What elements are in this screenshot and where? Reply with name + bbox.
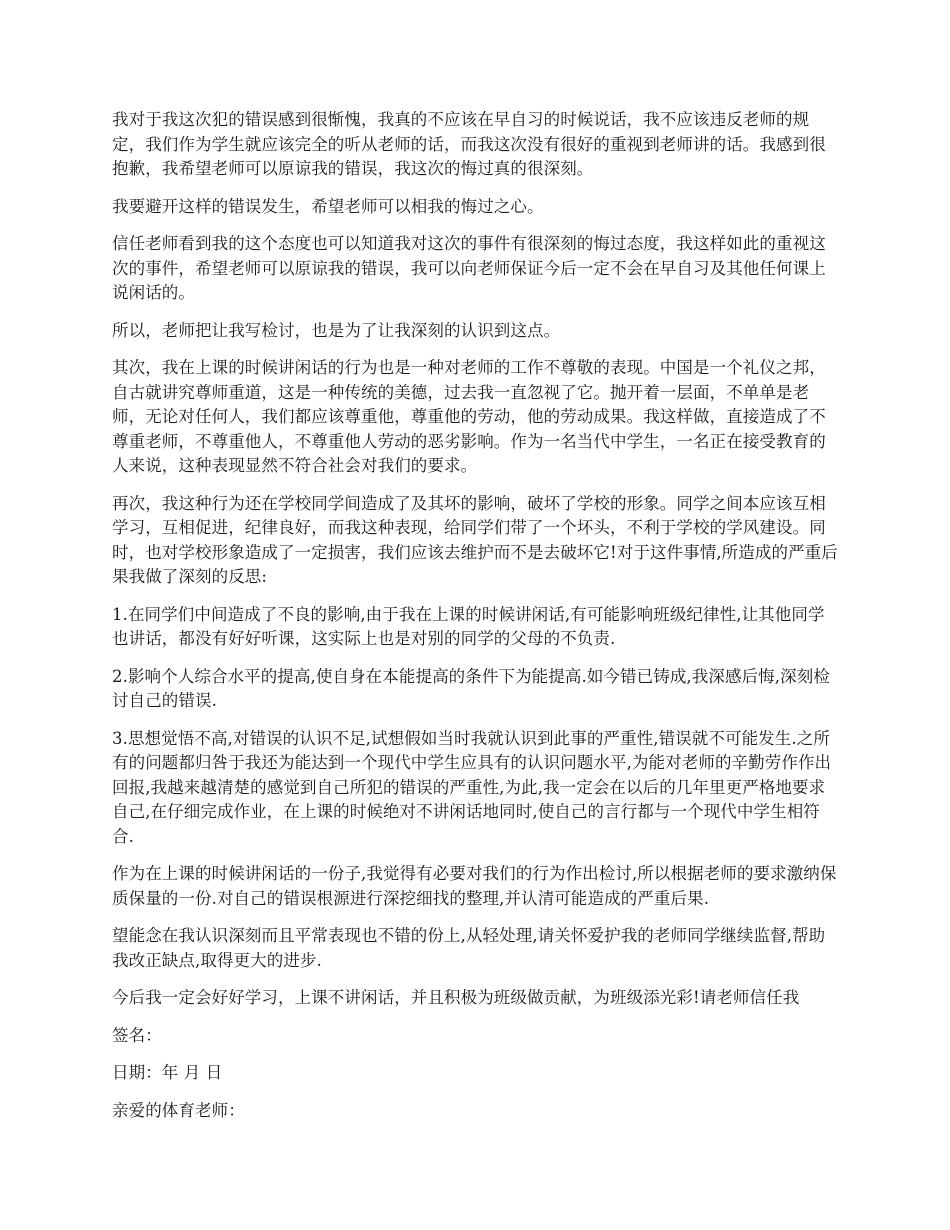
paragraph-3: 信任老师看到我的这个态度也可以知道我对这次的事件有很深刻的悔过态度，我这样如此的重视这次的事件，希望老师可以原谅我的错误，我可以向老师保证今后一定不会在早自习及其他任何课上说闲话的。: [112, 234, 826, 302]
list-item-2: 2.影响个人综合水平的提高,使自身在本能提高的条件下为能提高.如今错已铸成,我深感后悔,深刻检讨自己的错误.: [112, 666, 830, 710]
paragraph-6: 再次，我这种行为还在学校同学间造成了及其坏的影响，破坏了学校的形象。同学之间本应该互相学习，互相促进，纪律良好，而我这种表现，给同学们带了一个坏头，不利于学校的学风建设。同时，也对学校形象造成了一定损害，我们应该去维护而不是去破坏它!对于这件事情,所造成的严重后果我做了深刻的反思:: [112, 493, 838, 586]
list-item-3: 3.思想觉悟不高,对错误的认识不足,试想假如当时我就认识到此事的严重性,错误就不可能发生.之所有的问题都归咎于我还为能达到一个现代中学生应具有的认识问题水平,为能对老师的辛勤劳作作出回报,我越来越清楚的感觉到自己所犯的错误的严重性,为此,我一定会在以后的几年里更严格地要求自己,在仔细完成作业，在上课的时候绝对不讲闲话地同时,使自己的言行都与一个现代中学生相符合.: [112, 728, 832, 846]
paragraph-2: 我要避开这样的错误发生，希望老师可以相我的悔过之心。: [112, 196, 544, 216]
date-label: 日期：年 月 日: [112, 1063, 223, 1082]
paragraph-8: 望能念在我认识深刻而且平常表现也不错的份上,从轻处理,请关怀爱护我的老师同学继续监督,帮助我改正缺点,取得更大的进步.: [112, 926, 826, 970]
paragraph-9: 今后我一定会好好学习，上课不讲闲话，并且积极为班级做贡献，为班级添光彩!请老师信任我: [112, 988, 800, 1007]
paragraph-4: 所以，老师把让我写检讨，也是为了让我深刻的认识到这点。: [112, 320, 561, 340]
list-item-1: 1.在同学们中间造成了不良的影响,由于我在上课的时候讲闲话,有可能影响班级纪律性,让其他同学也讲话，都没有好好听课，这实际上也是对别的同学的父母的不负责.: [112, 604, 825, 648]
document-body: [112, 108, 838, 1136]
paragraph-5: 其次，我在上课的时候讲闲话的行为也是一种对老师的工作不尊敬的表现。中国是一个礼仪之邦，自古就讲究尊师重道，这是一种传统的美德，过去我一直忽视了它。抛开着一层面，不单单是老师，无论对任何人，我们都应该尊重他，尊重他的劳动，他的劳动成果。我这样做，直接造成了不尊重老师，不尊重他人，不尊重他人劳动的恶劣影响。作为一名当代中学生，一名正在接受教育的人来说，这种表现显然不符合社会对我们的要求。: [112, 358, 826, 475]
signature-label: 签名：: [112, 1025, 162, 1045]
paragraph-7: 作为在上课的时候讲闲话的一份子,我觉得有必要对我们的行为作出检讨,所以根据老师的要求激纳保质保量的一份.对自己的错误根源进行深挖细找的整理,并认清可能造成的严重后果.: [112, 864, 837, 908]
closing-salutation: 亲爱的体育老师：: [112, 1100, 245, 1120]
paragraph-1: 我对于我这次犯的错误感到很惭愧，我真的不应该在早自习的时候说话，我不应该违反老师的规定，我们作为学生就应该完全的听从老师的话，而我这次没有很好的重视到老师讲的话。我感到很抱歉，我希望老师可以原谅我的错误，我这次的悔过真的很深刻。: [112, 110, 826, 178]
